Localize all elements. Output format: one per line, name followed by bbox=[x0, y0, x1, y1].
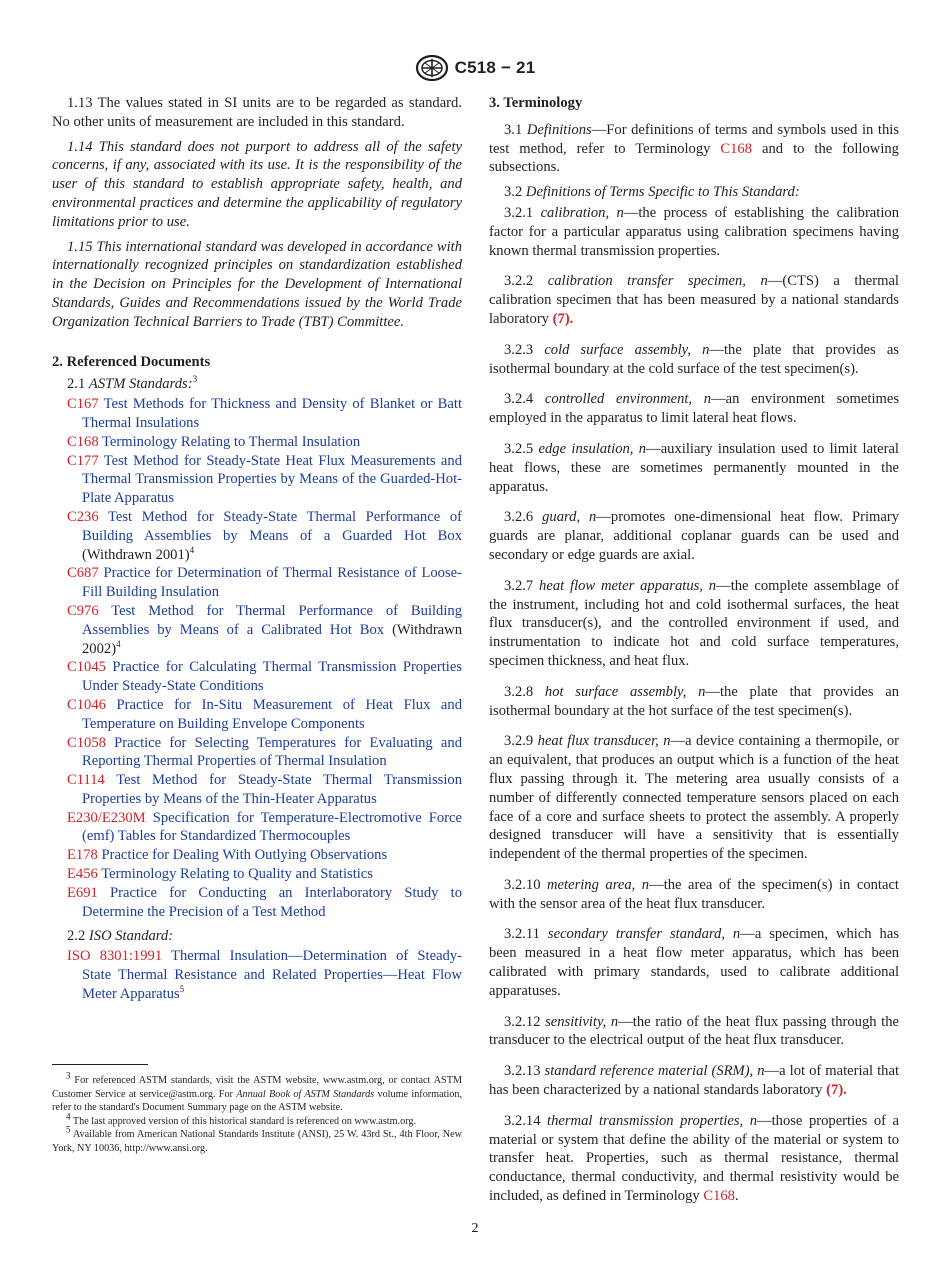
reference-item bbox=[52, 508, 462, 564]
reference-title[interactable]: Practice for Conducting an Interlaboratory Study to Determine the Precision of a Test Method bbox=[82, 884, 462, 920]
reference-status: (Withdrawn 2002) bbox=[82, 621, 462, 657]
definition-item bbox=[489, 341, 899, 379]
reference-item bbox=[52, 865, 462, 884]
reference-status: (Withdrawn 2001) bbox=[82, 546, 190, 563]
definition-list bbox=[489, 204, 899, 1206]
definition-number: 3.2.9 bbox=[504, 733, 534, 750]
page-header bbox=[0, 54, 950, 87]
reference-code[interactable]: C1114 bbox=[67, 772, 105, 789]
definition-text: —the plate that provides as isothermal boundary at the cold surface of the test specimen(s). bbox=[489, 341, 899, 377]
right-column bbox=[489, 94, 899, 1218]
definition-number: 3.2.4 bbox=[504, 391, 534, 408]
para-3-1-text-end: and to the following subsections. bbox=[489, 140, 899, 176]
footnote-divider bbox=[52, 1064, 148, 1065]
footnote-5-text: Available from American National Standards Institute (ANSI), 25 W. 43rd St., 4th Floor, New York, NY 10036, http://www.ansi.org. bbox=[52, 1129, 462, 1154]
reference-item bbox=[52, 734, 462, 772]
footnote-ref-4[interactable]: 4 bbox=[116, 638, 121, 649]
reference-code[interactable]: C177 bbox=[67, 452, 99, 469]
reference-title[interactable]: Practice for Selecting Temperatures for Evaluating and Reporting Thermal Properties of Thermal Insulation bbox=[82, 734, 462, 770]
para-1-14-text: 1.14 This standard does not purport to address all of the safety concerns, if any, associated with its use. It is the responsibility of the user of this standard to establish appropriate safety, health, and environmental practices and determine the applicability of regulatory limitations prior to use. bbox=[52, 138, 462, 230]
definition-number: 3.2.5 bbox=[504, 440, 534, 457]
reference-title[interactable]: Test Methods for Thickness and Density of Blanket or Batt Thermal Insulations bbox=[82, 396, 462, 431]
para-2-2-number: 2.2 bbox=[67, 928, 86, 945]
definition-item bbox=[489, 272, 899, 328]
reference-item bbox=[52, 846, 462, 865]
definition-term: metering area, n bbox=[547, 876, 650, 893]
reference-item bbox=[52, 809, 462, 847]
definition-text: —an environment sometimes employed in the apparatus to limit lateral heat flows. bbox=[489, 391, 900, 427]
reference-title[interactable]: Test Method for Steady-State Heat Flux Measurements and Thermal Transmission Properties by Means of the Guarded-Hot-Plate Apparatus bbox=[82, 452, 462, 507]
definition-term: cold surface assembly, n bbox=[544, 341, 710, 358]
para-2-1 bbox=[52, 375, 462, 394]
iso-reference bbox=[52, 947, 462, 1003]
para-2-1-number: 2.1 bbox=[67, 376, 86, 393]
footnote-5-number: 5 bbox=[66, 1124, 71, 1135]
definition-number: 3.2.2 bbox=[504, 273, 534, 290]
para-3-2-label: Definitions of Terms Specific to This Standard: bbox=[525, 184, 800, 201]
definition-number: 3.2.12 bbox=[504, 1013, 541, 1030]
reference-title[interactable]: Practice for Determination of Thermal Resistance of Loose-Fill Building Insulation bbox=[82, 565, 462, 601]
definition-term: guard, n bbox=[542, 509, 597, 526]
definition-text: —those properties of a material or system that define the ability of the material or system to transfer heat. Properties, such as thermal resistance, thermal conductance, thermal conductivity, and thermal resistivity would be included, as defined in Terminology bbox=[489, 1112, 899, 1205]
reference-code[interactable]: C1058 bbox=[67, 734, 106, 751]
page-number: 2 bbox=[471, 1221, 479, 1236]
definition-item bbox=[489, 1013, 899, 1051]
reference-title[interactable]: Test Method for Steady-State Thermal Performance of Building Assemblies by Means of a Guarded Hot Box bbox=[82, 508, 462, 544]
para-1-15 bbox=[52, 238, 462, 332]
definition-term: standard reference material (SRM), n bbox=[544, 1063, 765, 1080]
reference-code[interactable]: C236 bbox=[67, 508, 99, 525]
definition-number: 3.2.10 bbox=[504, 876, 541, 893]
astm-standards-label: ASTM Standards: bbox=[88, 376, 193, 393]
reference-7-link[interactable]: (7). bbox=[826, 1082, 847, 1099]
reference-title[interactable]: Practice for In-Situ Measurement of Heat Flux and Temperature on Building Envelope Components bbox=[82, 696, 462, 732]
footnotes bbox=[52, 1070, 463, 1155]
reference-code[interactable]: C976 bbox=[67, 602, 99, 619]
reference-title[interactable]: Practice for Dealing With Outlying Observations bbox=[101, 847, 388, 864]
c168-link[interactable]: C168 bbox=[720, 140, 753, 157]
reference-code[interactable]: E691 bbox=[67, 884, 98, 901]
reference-title[interactable]: Specification for Temperature-Electromotive Force (emf) Tables for Standardized Thermocouples bbox=[82, 809, 462, 845]
reference-title[interactable]: Terminology Relating to Quality and Statistics bbox=[101, 866, 373, 883]
definition-text: —promotes one-dimensional heat flow. Primary guards are planar, additional coplanar guards can be used and secondary or edge guards are axial. bbox=[489, 509, 899, 563]
reference-code[interactable]: E230/E230M bbox=[67, 809, 146, 826]
definition-item bbox=[489, 925, 899, 1000]
definition-text: —the plate that provides an isothermal boundary at the hot surface of the test specimen(s). bbox=[489, 683, 899, 719]
definition-item bbox=[489, 508, 899, 564]
para-3-1-number: 3.1 bbox=[504, 121, 523, 138]
reference-item bbox=[52, 564, 462, 602]
iso-reference-title[interactable]: Thermal Insulation—Determination of Steady-State Thermal Resistance and Related Properties—Heat Flow Meter Apparatus bbox=[82, 948, 462, 1002]
para-3-1 bbox=[489, 121, 899, 177]
footnote-5 bbox=[52, 1124, 462, 1155]
definition-text: —the process of establishing the calibration factor for a particular apparatus using calibration specimens having known thermal transmission properties. bbox=[489, 204, 899, 259]
section-2-heading: 2. Referenced Documents bbox=[52, 353, 211, 370]
reference-title[interactable]: Test Method for Thermal Performance of Building Assemblies by Means of a Calibrated Hot Box bbox=[82, 602, 463, 638]
iso-reference-code[interactable]: ISO 8301:1991 bbox=[67, 948, 163, 965]
definition-item bbox=[489, 683, 899, 721]
definition-text: —a specimen, which has been measured in a heat flow meter apparatus, which has been calibrated with primary standards, used to calibrate additional apparatuses. bbox=[489, 926, 899, 999]
footnote-3-text: For referenced ASTM standards, visit the ASTM website, www.astm.org, or contact ASTM Customer Service at service@astm.org. For bbox=[52, 1075, 462, 1100]
definition-number: 3.2.8 bbox=[504, 683, 534, 700]
definition-item bbox=[489, 440, 899, 496]
reference-code[interactable]: E178 bbox=[67, 847, 98, 864]
reference-item bbox=[52, 602, 462, 658]
reference-code[interactable]: E456 bbox=[67, 866, 98, 883]
footnote-4-number: 4 bbox=[66, 1111, 71, 1122]
reference-item bbox=[52, 452, 462, 508]
footnote-3-italic: Annual Book of ASTM Standards bbox=[236, 1088, 375, 1100]
definition-term: heat flow meter apparatus, n bbox=[539, 577, 717, 594]
reference-item bbox=[52, 395, 462, 433]
reference-title[interactable]: Practice for Calculating Thermal Transmission Properties Under Steady-State Conditions bbox=[82, 659, 462, 695]
reference-code[interactable]: C687 bbox=[67, 565, 99, 582]
definition-text: —a device containing a thermopile, or an equivalent, that produces an output which is a function of the heat flux passing through it. The metering area usually consists of a number of differently connected temperature sensors placed on each face of a core and surface sheets to protect the assembly. A properly designed transducer will have a sensitivity that is essentially independent of the thermal properties of the specimen. bbox=[489, 733, 899, 863]
definition-term: calibration transfer specimen, n bbox=[547, 273, 768, 290]
reference-title[interactable]: Terminology Relating to Thermal Insulation bbox=[102, 433, 361, 450]
footnote-3-text-end: volume information, refer to the standard's Document Summary page on the ASTM website. bbox=[52, 1088, 463, 1113]
reference-code[interactable]: C167 bbox=[67, 396, 99, 413]
definition-item bbox=[489, 732, 899, 864]
definition-term: thermal transmission properties, n bbox=[547, 1112, 758, 1129]
astm-logo-icon bbox=[415, 54, 449, 82]
definition-term: edge insulation, n bbox=[538, 440, 647, 457]
footnote-4 bbox=[52, 1111, 462, 1129]
definition-number: 3.2.13 bbox=[504, 1063, 541, 1080]
document-code: C518 − 21 bbox=[454, 58, 536, 77]
reference-list bbox=[52, 395, 462, 921]
reference-7-link[interactable]: (7). bbox=[552, 310, 574, 327]
definition-term: heat flux transducer, n bbox=[537, 733, 671, 750]
reference-code[interactable]: C168 bbox=[67, 433, 99, 450]
c168-link[interactable]: C168 bbox=[703, 1188, 735, 1205]
para-1-15-text: 1.15 This international standard was developed in accordance with internationally recognized principles on standardization established in the Decision on Principles for the Development of International Standards, Guides and Recommendations issued by the World Trade Organization Technical Barriers to Trade (TBT) Committee. bbox=[52, 238, 462, 330]
para-3-2 bbox=[489, 183, 899, 202]
reference-item bbox=[52, 433, 462, 452]
definition-item bbox=[489, 390, 899, 428]
definition-number: 3.2.11 bbox=[504, 926, 540, 943]
definition-item bbox=[489, 1112, 899, 1206]
definition-item bbox=[489, 577, 899, 671]
reference-item bbox=[52, 884, 462, 922]
reference-item bbox=[52, 658, 462, 696]
definition-term: sensitivity, n bbox=[545, 1013, 619, 1030]
definition-text: —the ratio of the heat flux passing through the transducer to the electrical output of the heat flux transducer. bbox=[489, 1013, 899, 1049]
para-2-2 bbox=[52, 927, 462, 946]
definition-text: —auxiliary insulation used to limit lateral heat flows, these are sometimes permanently mounted in the apparatus. bbox=[489, 440, 899, 495]
reference-item bbox=[52, 771, 462, 809]
definition-text: —the complete assemblage of the instrument, including hot and cold isothermal surfaces, the heat flux transducer(s), and the controlled environment if used, and instrumentation to indicate hot and cold surface temperatures, specimen thickness, and heat flux. bbox=[489, 577, 900, 669]
definition-text: —(CTS) a thermal calibration specimen that has been measured by a national standards laboratory bbox=[489, 273, 899, 327]
definition-number: 3.2.6 bbox=[504, 509, 534, 526]
footnote-3-number: 3 bbox=[66, 1070, 71, 1081]
para-3-2-number: 3.2 bbox=[504, 184, 523, 201]
para-3-1-term: Definitions bbox=[526, 121, 592, 138]
definition-text: —a lot of material that has been characterized by a national standards laboratory bbox=[489, 1063, 899, 1099]
left-column bbox=[52, 94, 462, 1004]
footnote-ref-5[interactable]: 5 bbox=[179, 984, 185, 994]
definition-item bbox=[489, 1062, 899, 1100]
definition-term: controlled environment, n bbox=[544, 391, 712, 408]
para-1-14 bbox=[52, 138, 462, 232]
reference-title[interactable]: Test Method for Steady-State Thermal Transmission Properties by Means of the Thin-Heater Apparatus bbox=[82, 772, 462, 807]
definition-number: 3.2.1 bbox=[504, 204, 534, 221]
section-3-heading: 3. Terminology bbox=[489, 95, 583, 111]
definition-term: calibration, n bbox=[540, 204, 624, 221]
definition-item bbox=[489, 876, 899, 914]
para-3-1-text: —For definitions of terms and symbols used in this test method, refer to Terminology bbox=[489, 121, 899, 157]
definition-item bbox=[489, 204, 899, 260]
definition-number: 3.2.14 bbox=[504, 1112, 541, 1129]
para-1-13: 1.13 The values stated in SI units are to be regarded as standard. No other units of measurement are included in this standard. bbox=[52, 95, 462, 130]
period: . bbox=[734, 1188, 739, 1205]
footnote-3 bbox=[52, 1070, 463, 1115]
reference-code[interactable]: C1046 bbox=[67, 696, 106, 713]
definition-number: 3.2.7 bbox=[504, 577, 534, 594]
definition-text: —the area of the specimen(s) in contact with the sensor area of the heat flux transducer. bbox=[489, 876, 899, 912]
definition-term: hot surface assembly, n bbox=[544, 683, 706, 700]
reference-code[interactable]: C1045 bbox=[67, 659, 106, 676]
iso-standard-label: ISO Standard: bbox=[88, 928, 174, 945]
definition-term: secondary transfer standard, n bbox=[547, 926, 741, 943]
definition-number: 3.2.3 bbox=[504, 341, 534, 358]
reference-item bbox=[52, 696, 462, 734]
footnote-ref-4[interactable]: 4 bbox=[189, 544, 195, 555]
footnote-ref-3[interactable]: 3 bbox=[192, 374, 198, 385]
footnote-4-text: The last approved version of this historical standard is referenced on www.astm.org. bbox=[72, 1115, 417, 1127]
